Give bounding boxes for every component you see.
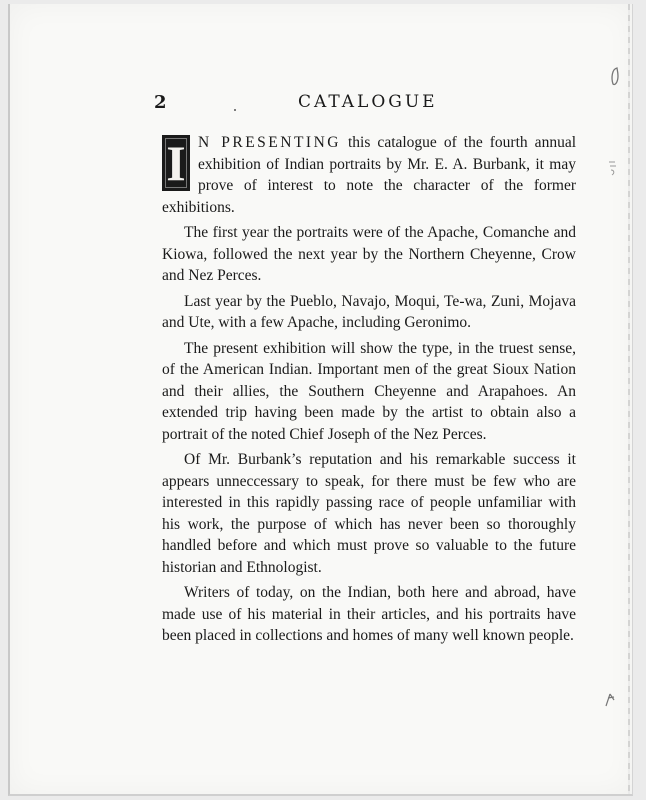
catalogue-page — [8, 4, 633, 796]
lead-in-caps: N PRESENTING — [198, 134, 341, 151]
page-number: 2 — [154, 92, 167, 113]
paragraph-5: Of Mr. Burbank’s reputation and his remarkable success it appears unneccessary to speak, for there must be few who are interested in this rapidly passing race of people unfamiliar with his work, the purpose of which has never been so thoroughly handled before and which must prove so valuable to the future historian and Ethnologist. — [162, 451, 576, 576]
paragraph-1 — [162, 132, 576, 218]
paragraph-2: The first year the portraits were of the Apache, Comanche and Kiowa, followed the next year by the Northern Cheyenne, Crow and Nez Perces. — [162, 224, 576, 284]
paragraph-4: The present exhibition will show the type, in the truest sense, of the American Indian. Important men of the great Sioux Nation and their allies, the Southern Cheyenne and Arapahoes. An extended trip having been made by the artist to obtain also a portrait of the noted Chief Joseph of the Nez Perces. — [162, 339, 576, 443]
running-title: CATALOGUE — [298, 92, 438, 112]
paragraph-1-text: this catalogue of the fourth annual exhibition of Indian portraits by Mr. E. A. Burbank, it may prove of interest to note the character of the former exhibitions. — [162, 134, 577, 216]
article-body — [162, 132, 576, 647]
dropcap-letter: I — [162, 135, 190, 191]
page-header — [150, 92, 580, 118]
pencil-mark-bottom — [602, 688, 618, 710]
pencil-mark-middle — [606, 158, 620, 180]
pencil-mark-top — [608, 66, 622, 88]
paragraph-3: Last year by the Pueblo, Navajo, Moqui, Te-wa, Zuni, Mojava and Ute, with a few Apache, including Geronimo. — [162, 292, 576, 331]
ink-speck — [234, 109, 236, 111]
paragraph-6: Writers of today, on the Indian, both here and abroad, have made use of his material in their articles, and his portraits have been placed in collections and homes of many well known people. — [162, 584, 576, 644]
